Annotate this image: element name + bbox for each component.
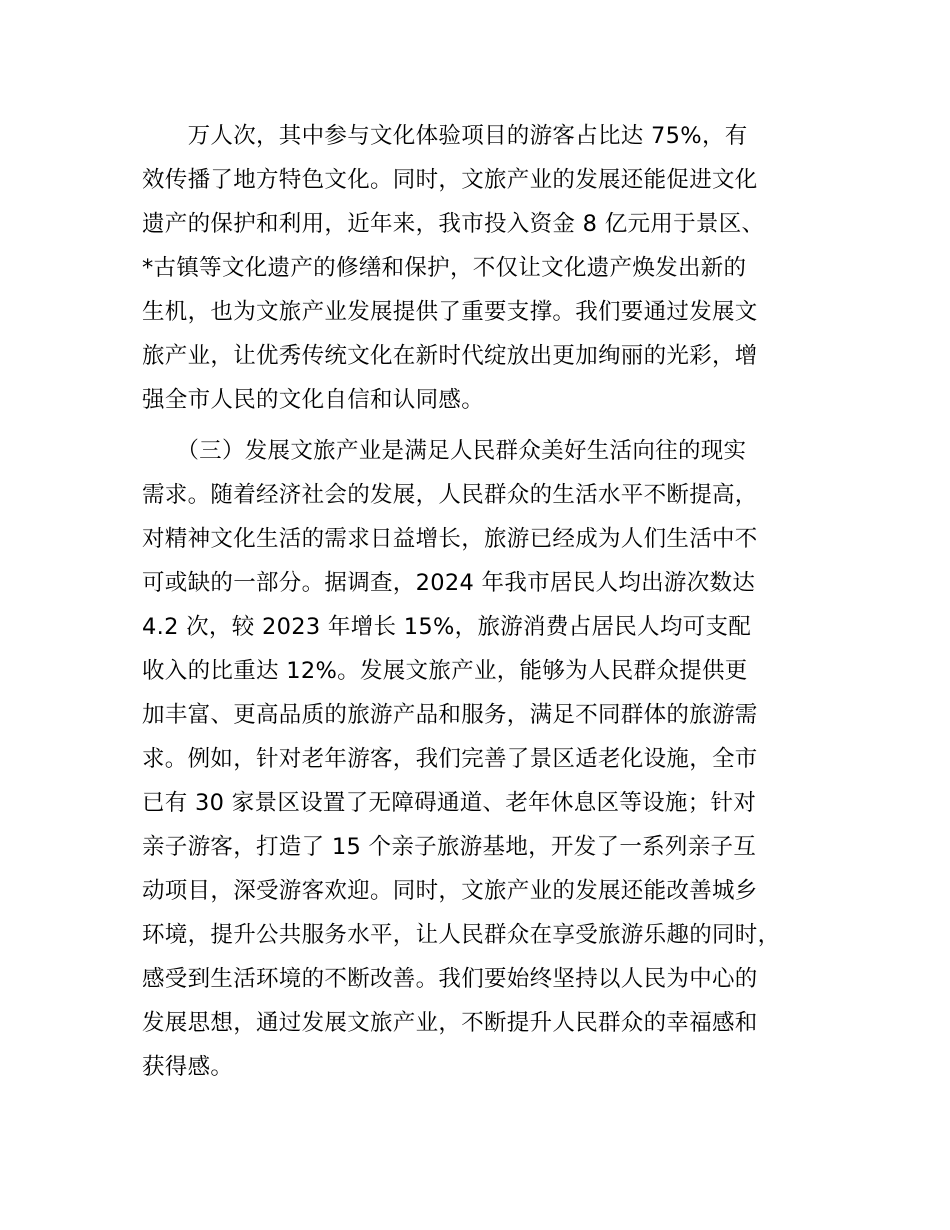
- paragraph-2-line: 加丰富、更高品质的旅游产品和服务，满足不同群体的旅游需: [142, 702, 758, 728]
- paragraph-2-line: 已有 30 家景区设置了无障碍通道、老年休息区等设施；针对: [142, 790, 757, 816]
- paragraph-1-line: 效传播了地方特色文化。同时，文旅产业的发展还能促进文化: [142, 167, 758, 193]
- paragraph-1-line: 遗产的保护和利用，近年来，我市投入资金 8 亿元用于景区、: [142, 211, 765, 237]
- paragraph-1-line: 旅产业，让优秀传统文化在新时代绽放出更加绚丽的光彩，增: [142, 343, 758, 369]
- paragraph-2-line: 亲子游客，打造了 15 个亲子旅游基地，开发了一系列亲子互: [142, 834, 757, 860]
- paragraph-2-line: 动项目，深受游客欢迎。同时，文旅产业的发展还能改善城乡: [142, 878, 758, 904]
- paragraph-2-line: 获得感。: [142, 1054, 234, 1080]
- paragraph-2-line: 发展思想，通过发展文旅产业，不断提升人民群众的幸福感和: [142, 1010, 758, 1036]
- paragraph-1-line: 生机，也为文旅产业发展提供了重要支撑。我们要通过发展文: [142, 299, 758, 325]
- paragraph-1-line: 强全市人民的文化自信和认同感。: [142, 387, 485, 413]
- paragraph-2-line: 收入的比重达 12%。发展文旅产业，能够为人民群众提供更: [142, 658, 748, 684]
- paragraph-1-line: *古镇等文化遗产的修缮和保护，不仅让文化遗产焕发出新的: [142, 255, 747, 281]
- paragraph-2-line: 需求。随着经济社会的发展，人民群众的生活水平不断提高，: [142, 482, 758, 508]
- paragraph-2-line: 可或缺的一部分。据调查，2024 年我市居民人均出游次数达: [142, 570, 756, 596]
- paragraph-2-line: 感受到生活环境的不断改善。我们要始终坚持以人民为中心的: [142, 966, 758, 992]
- paragraph-2-line: 求。例如，针对老年游客，我们完善了景区适老化设施，全市: [142, 746, 758, 772]
- paragraph-2-line: 对精神文化生活的需求日益增长，旅游已经成为人们生活中不: [142, 526, 758, 552]
- paragraph-2-line: 环境，提升公共服务水平，让人民群众在享受旅游乐趣的同时，: [142, 922, 781, 948]
- paragraph-1-line: 万人次，其中参与文化体验项目的游客占比达 75%，有: [142, 123, 748, 149]
- paragraph-2-line: （三）发展文旅产业是满足人民群众美好生活向往的现实: [142, 438, 747, 464]
- paragraph-2-line: 4.2 次，较 2023 年增长 15%，旅游消费占居民人均可支配: [142, 614, 752, 640]
